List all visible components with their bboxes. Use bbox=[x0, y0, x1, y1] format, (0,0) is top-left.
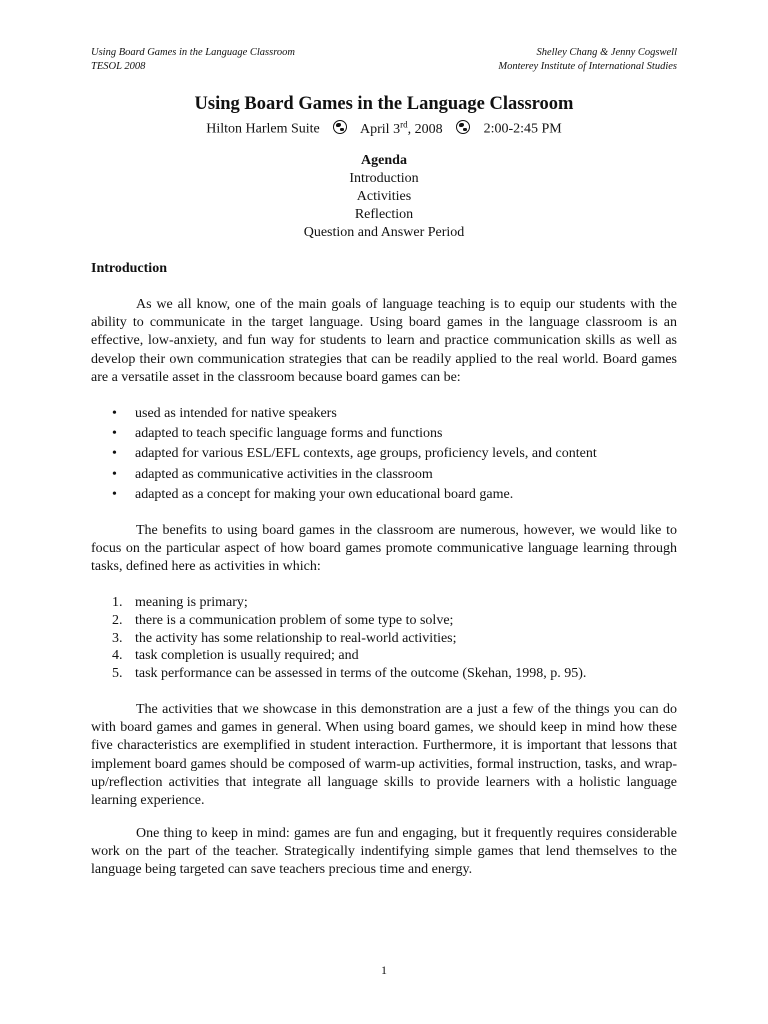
session-time: 2:00-2:45 PM bbox=[483, 121, 562, 137]
list-item: 5. task performance can be assessed in terms of the outcome (Skehan, 1998, p. 95). bbox=[112, 666, 587, 682]
section-heading-introduction: Introduction bbox=[91, 261, 167, 276]
paragraph: The activities that we showcase in this demonstration are a just a few of the things you can do with board games and games in general. When using board games, we should keep in mind how these five characteristics are exemplified in student interaction. Furthermore, it is important that lessons that implement board games should be composed of warm-up activities, formal instruction, tasks, and wrap-up/reflection activities that integrate all language skills to provide learners with a holistic language learning experience. bbox=[91, 702, 677, 809]
list-item: • used as intended for native speakers bbox=[91, 404, 597, 424]
agenda-item: Activities bbox=[356, 189, 412, 204]
agenda-item: Question and Answer Period bbox=[303, 225, 465, 240]
paragraph: As we all know, one of the main goals of language teaching is to equip our students with the ability to communicate in the target language. Using board games in the language classroom is an effective, low-anxiety, and fun way for students to learn and practice communication skills as well as develop their own communication strategies that can be readily applied to the real world. Board games are a versatile asset in the classroom because board games can be: bbox=[91, 297, 677, 385]
globe-icon bbox=[333, 120, 347, 134]
agenda-item: Reflection bbox=[354, 207, 414, 222]
globe-icon bbox=[456, 120, 470, 134]
list-item: • adapted for various ESL/EFL contexts, age groups, proficiency levels, and content bbox=[91, 444, 597, 464]
bullet-list bbox=[91, 404, 597, 505]
session-info bbox=[0, 119, 768, 138]
session-date: April 3rd, 2008 bbox=[360, 119, 443, 137]
list-item: 4. task completion is usually required; and bbox=[112, 648, 359, 664]
list-item: • adapted as a concept for making your own educational board game. bbox=[91, 485, 597, 505]
agenda-heading: Agenda bbox=[361, 153, 407, 168]
list-item: • adapted to teach specific language forms and functions bbox=[91, 424, 597, 444]
session-location: Hilton Harlem Suite bbox=[206, 121, 320, 137]
agenda-item: Introduction bbox=[349, 171, 419, 186]
list-item: 1. meaning is primary; bbox=[112, 595, 248, 610]
paragraph: The benefits to using board games in the classroom are numerous, however, we would like to focus on the particular aspect of how board games promote communicative language learning through tasks, defined here as activities in which: bbox=[91, 523, 677, 575]
page-number: 1 bbox=[381, 963, 387, 977]
header-authors: Shelley Chang & Jenny Cogswell bbox=[536, 47, 677, 58]
list-item: • adapted as communicative activities in the classroom bbox=[91, 465, 597, 485]
document-title: Using Board Games in the Language Classroom bbox=[194, 94, 574, 114]
header-institution: Monterey Institute of International Studies bbox=[498, 60, 677, 72]
agenda bbox=[0, 152, 768, 242]
header-title: Using Board Games in the Language Classroom bbox=[91, 47, 295, 58]
list-item: 3. the activity has some relationship to real-world activities; bbox=[112, 630, 457, 646]
paragraph: One thing to keep in mind: games are fun and engaging, but it frequently requires considerable work on the part of the teacher. Strategically indentifying simple games that lend themselves to the language being targeted can save teachers precious time and energy. bbox=[91, 826, 677, 878]
list-item: 2. there is a communication problem of some type to solve; bbox=[112, 612, 454, 628]
header-conference: TESOL 2008 bbox=[91, 60, 146, 72]
numbered-list bbox=[91, 594, 586, 683]
